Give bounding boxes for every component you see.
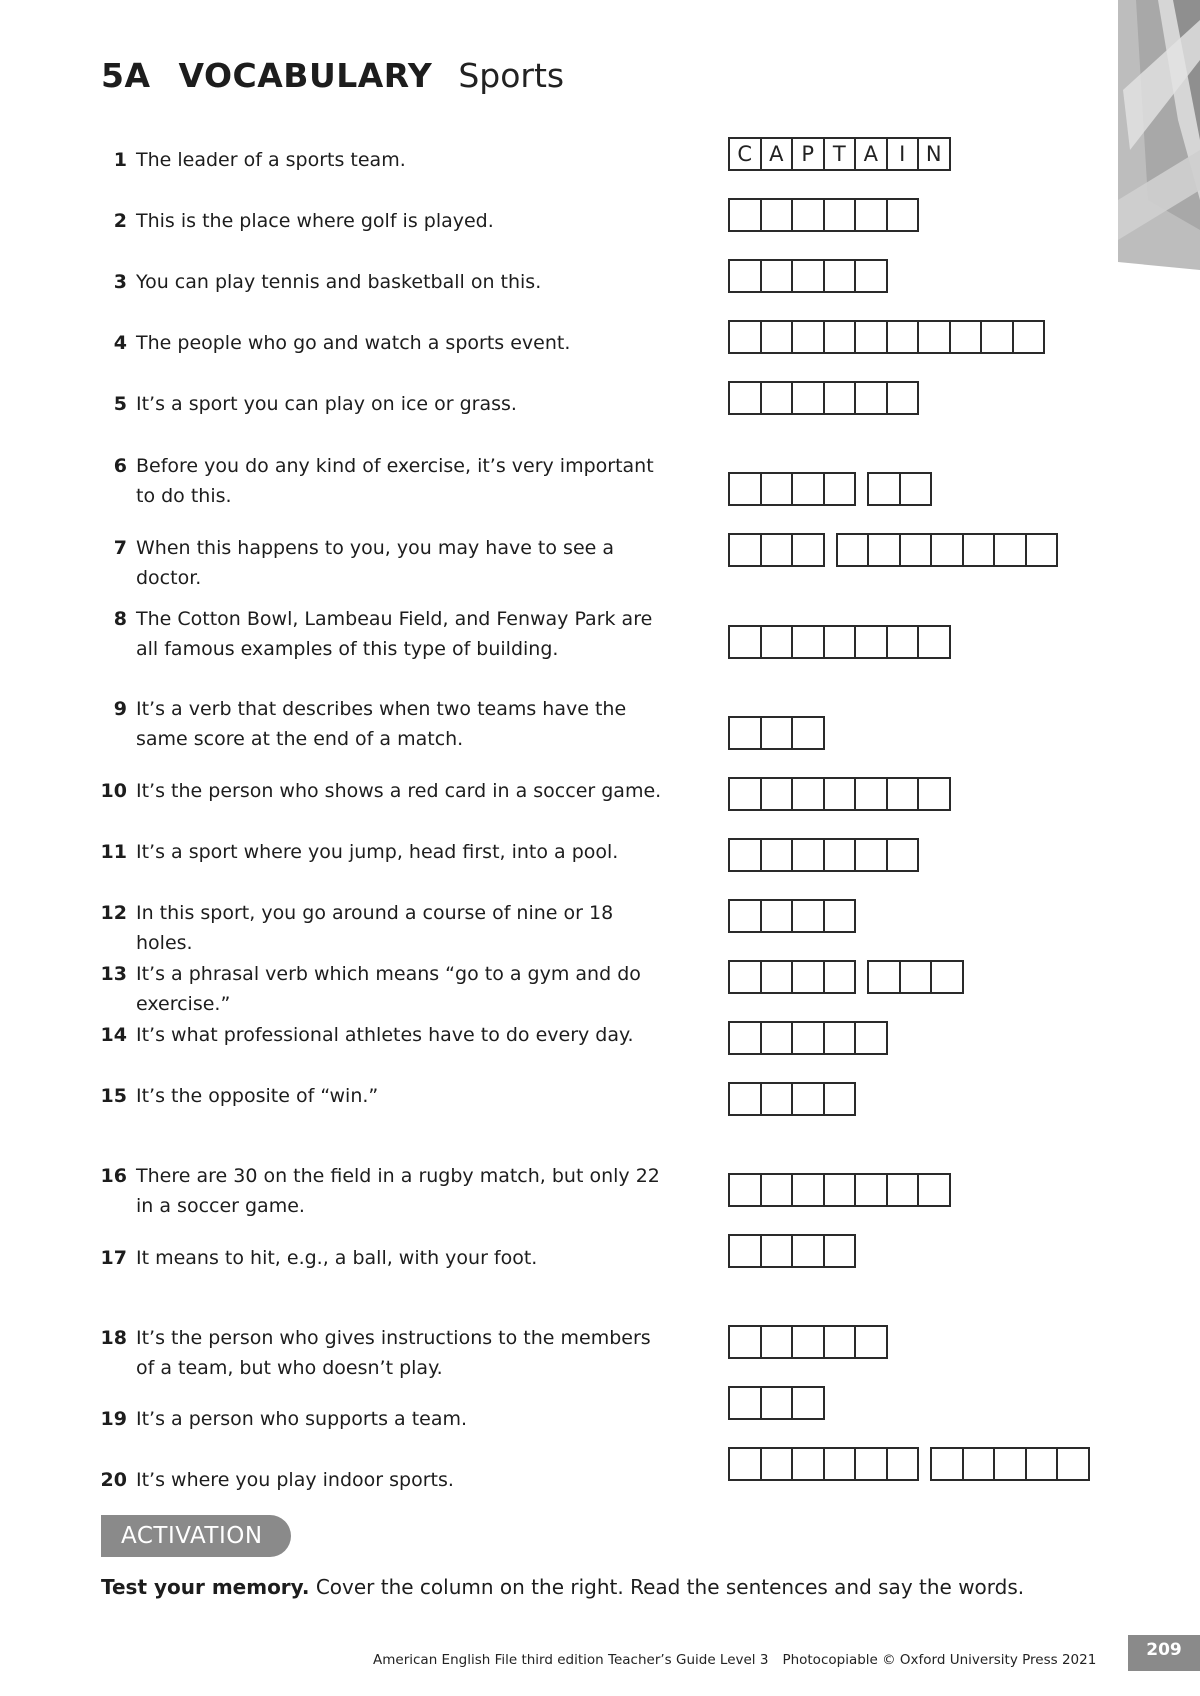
letter-box[interactable]: C (728, 137, 762, 171)
letter-box[interactable] (823, 960, 857, 994)
answer-boxes (728, 472, 932, 506)
question-item (95, 1081, 675, 1111)
letter-box[interactable] (728, 198, 762, 232)
letter-box[interactable] (1025, 533, 1059, 567)
answer-word (730, 899, 856, 933)
question-number: 10 (100, 780, 127, 802)
question-number: 15 (100, 1085, 127, 1107)
letter-box[interactable] (791, 625, 825, 659)
letter-box[interactable] (993, 1447, 1027, 1481)
answer-word (932, 1447, 1090, 1481)
letter-box[interactable] (760, 472, 794, 506)
letter-box[interactable] (823, 1447, 857, 1481)
question-text: It’s the opposite of “win.” (136, 1085, 379, 1107)
letter-box[interactable] (823, 320, 857, 354)
answer-word (730, 716, 825, 750)
letter-box[interactable] (728, 1386, 762, 1420)
letter-box[interactable] (728, 625, 762, 659)
letter-box[interactable] (823, 1082, 857, 1116)
answer-word (869, 472, 932, 506)
letter-box[interactable] (854, 838, 888, 872)
question-item (95, 604, 675, 664)
letter-box[interactable] (930, 960, 964, 994)
letter-box[interactable] (867, 472, 901, 506)
activation-badge: ACTIVATION (101, 1515, 291, 1557)
letter-box[interactable] (728, 838, 762, 872)
question-number: 3 (113, 271, 127, 293)
page-title (101, 56, 564, 95)
letter-box[interactable] (760, 259, 794, 293)
letter-box[interactable] (791, 899, 825, 933)
letter-box[interactable] (886, 381, 920, 415)
question-text: You can play tennis and basketball on this. (136, 271, 542, 293)
answer-boxes (728, 533, 1058, 567)
letter-box[interactable] (886, 625, 920, 659)
letter-box[interactable] (791, 259, 825, 293)
letter-box[interactable] (823, 777, 857, 811)
question-item (95, 1465, 675, 1495)
letter-box[interactable] (791, 960, 825, 994)
answer-word (730, 838, 919, 872)
letter-box[interactable] (728, 960, 762, 994)
letter-box[interactable] (791, 1386, 825, 1420)
letter-box[interactable] (962, 1447, 996, 1481)
question-text: It’s where you play indoor sports. (136, 1469, 454, 1491)
letter-box[interactable] (886, 320, 920, 354)
letter-box[interactable] (791, 198, 825, 232)
letter-box[interactable] (728, 1447, 762, 1481)
question-number: 8 (113, 608, 127, 630)
letter-box[interactable] (917, 320, 951, 354)
question-text: It’s what professional athletes have to do every day. (136, 1024, 634, 1046)
letter-box[interactable] (728, 899, 762, 933)
question-item (95, 694, 675, 754)
answer-word (730, 381, 919, 415)
letter-box[interactable] (854, 381, 888, 415)
letter-box[interactable] (886, 1173, 920, 1207)
letter-box[interactable] (823, 472, 857, 506)
letter-box[interactable]: I (886, 137, 920, 171)
question-number: 16 (100, 1165, 127, 1187)
letter-box[interactable] (728, 259, 762, 293)
letter-box[interactable] (791, 1325, 825, 1359)
answer-word (730, 533, 825, 567)
question-item (95, 533, 675, 593)
answer-word (730, 472, 856, 506)
letter-box[interactable] (1056, 1447, 1090, 1481)
footer-copyright: Photocopiable © Oxford University Press 2021 (782, 1652, 1097, 1668)
letter-box[interactable]: A (854, 137, 888, 171)
question-text: When this happens to you, you may have to see a doctor. (136, 537, 615, 589)
letter-box[interactable] (867, 960, 901, 994)
footer-book-title: American English File third edition Teacher’s Guide Level 3 (373, 1652, 769, 1668)
answer-word (730, 960, 856, 994)
letter-box[interactable] (917, 777, 951, 811)
question-text: It’s the person who shows a red card in a soccer game. (136, 780, 662, 802)
letter-box[interactable] (791, 1021, 825, 1055)
letter-box[interactable] (728, 533, 762, 567)
letter-box[interactable] (823, 838, 857, 872)
letter-box[interactable] (854, 259, 888, 293)
letter-box[interactable] (823, 381, 857, 415)
question-item (95, 145, 675, 175)
answer-boxes (728, 777, 951, 811)
question-item (95, 1404, 675, 1434)
letter-box[interactable] (1025, 1447, 1059, 1481)
letter-box[interactable] (791, 838, 825, 872)
letter-box[interactable] (728, 381, 762, 415)
letter-box[interactable] (962, 533, 996, 567)
letter-box[interactable] (728, 716, 762, 750)
letter-box[interactable] (760, 1234, 794, 1268)
letter-box[interactable] (791, 777, 825, 811)
letter-box[interactable] (930, 533, 964, 567)
letter-box[interactable] (760, 198, 794, 232)
letter-box[interactable] (760, 1325, 794, 1359)
answer-word (730, 1447, 919, 1481)
question-text: This is the place where golf is played. (136, 210, 494, 232)
letter-box[interactable]: T (823, 137, 857, 171)
letter-box[interactable] (886, 777, 920, 811)
answer-boxes (728, 259, 888, 293)
letter-box[interactable] (823, 625, 857, 659)
answer-boxes (728, 838, 919, 872)
answer-word (838, 533, 1059, 567)
footer (373, 1652, 1096, 1668)
letter-box[interactable] (760, 320, 794, 354)
letter-box[interactable] (899, 472, 933, 506)
letter-box[interactable] (760, 960, 794, 994)
answer-boxes (728, 1325, 888, 1359)
question-number: 6 (113, 455, 127, 477)
question-item (95, 776, 675, 806)
letter-box[interactable] (1012, 320, 1046, 354)
letter-box[interactable] (728, 777, 762, 811)
question-text: It’s the person who gives instructions to the members of a team, but who doesn’t play. (136, 1327, 651, 1379)
letter-box[interactable] (823, 1234, 857, 1268)
letter-box[interactable] (760, 777, 794, 811)
letter-box[interactable] (760, 1082, 794, 1116)
answer-word (730, 1082, 856, 1116)
activation-instruction (101, 1575, 1024, 1599)
answer-boxes (728, 1447, 1090, 1481)
letter-box[interactable] (854, 1325, 888, 1359)
question-item (95, 206, 675, 236)
section-name: VOCABULARY (178, 56, 433, 95)
letter-box[interactable] (760, 1386, 794, 1420)
letter-box[interactable] (760, 381, 794, 415)
question-text: There are 30 on the field in a rugby match, but only 22 in a soccer game. (136, 1165, 660, 1217)
question-item (95, 389, 675, 419)
letter-box[interactable] (823, 198, 857, 232)
topic-name: Sports (458, 56, 565, 95)
letter-box[interactable] (791, 1234, 825, 1268)
answer-boxes (728, 1021, 888, 1055)
letter-box[interactable] (886, 838, 920, 872)
letter-box[interactable] (854, 1447, 888, 1481)
letter-box[interactable] (791, 533, 825, 567)
letter-box[interactable] (993, 533, 1027, 567)
question-number: 13 (100, 963, 127, 985)
answer-word (730, 137, 951, 171)
answer-boxes (728, 137, 951, 171)
letter-box[interactable] (836, 533, 870, 567)
letter-box[interactable] (728, 1082, 762, 1116)
answer-word (730, 777, 951, 811)
question-text: It’s a verb that describes when two teams have the same score at the end of a match. (136, 698, 627, 750)
question-text: In this sport, you go around a course of nine or 18 holes. (136, 902, 614, 954)
letter-box[interactable] (728, 1325, 762, 1359)
letter-box[interactable] (854, 777, 888, 811)
letter-box[interactable] (791, 1082, 825, 1116)
letter-box[interactable] (917, 1173, 951, 1207)
letter-box[interactable] (823, 1325, 857, 1359)
answer-word (730, 1325, 888, 1359)
letter-box[interactable] (899, 960, 933, 994)
question-text: Before you do any kind of exercise, it’s very important to do this. (136, 455, 654, 507)
instruction-lead: Test your memory. (101, 1575, 310, 1599)
question-item (95, 837, 675, 867)
question-item (95, 1243, 675, 1273)
letter-box[interactable] (760, 838, 794, 872)
letter-box[interactable]: A (760, 137, 794, 171)
letter-box[interactable] (760, 1447, 794, 1481)
corner-decoration (1118, 0, 1200, 270)
letter-box[interactable]: N (917, 137, 951, 171)
question-number: 1 (113, 149, 127, 171)
answer-boxes (728, 1386, 825, 1420)
letter-box[interactable] (823, 899, 857, 933)
answer-word (730, 198, 919, 232)
answer-boxes (728, 899, 856, 933)
question-item (95, 1323, 675, 1383)
answer-boxes (728, 320, 1045, 354)
question-item (95, 451, 675, 511)
question-text: The Cotton Bowl, Lambeau Field, and Fenway Park are all famous examples of this type of building. (136, 608, 653, 660)
answer-boxes (728, 1082, 856, 1116)
instruction-text: Cover the column on the right. Read the sentences and say the words. (309, 1575, 1025, 1599)
answer-boxes (728, 1173, 951, 1207)
page-number: 209 (1128, 1635, 1200, 1671)
letter-box[interactable] (886, 198, 920, 232)
letter-box[interactable] (899, 533, 933, 567)
question-text: It’s a person who supports a team. (136, 1408, 468, 1430)
question-text: It’s a phrasal verb which means “go to a gym and do exercise.” (136, 963, 641, 1015)
question-text: It’s a sport you can play on ice or grass. (136, 393, 517, 415)
answer-boxes (728, 381, 919, 415)
letter-box[interactable] (917, 625, 951, 659)
letter-box[interactable] (791, 320, 825, 354)
question-number: 7 (113, 537, 127, 559)
letter-box[interactable] (930, 1447, 964, 1481)
letter-box[interactable] (760, 716, 794, 750)
question-text: It means to hit, e.g., a ball, with your foot. (136, 1247, 538, 1269)
letter-box[interactable] (886, 1447, 920, 1481)
question-item (95, 267, 675, 297)
question-number: 12 (100, 902, 127, 924)
question-number: 14 (100, 1024, 127, 1046)
letter-box[interactable] (791, 381, 825, 415)
question-number: 4 (113, 332, 127, 354)
question-item (95, 328, 675, 358)
letter-box[interactable] (823, 259, 857, 293)
letter-box[interactable] (791, 1173, 825, 1207)
letter-box[interactable] (791, 1447, 825, 1481)
unit-code: 5A (101, 56, 151, 95)
answer-boxes (728, 198, 919, 232)
letter-box[interactable] (823, 1173, 857, 1207)
answer-word (730, 1234, 856, 1268)
letter-box[interactable] (760, 1173, 794, 1207)
letter-box[interactable]: P (791, 137, 825, 171)
letter-box[interactable] (728, 1234, 762, 1268)
letter-box[interactable] (867, 533, 901, 567)
letter-box[interactable] (791, 472, 825, 506)
question-item (95, 898, 675, 958)
question-text: The people who go and watch a sports event. (136, 332, 571, 354)
answer-word (730, 1021, 888, 1055)
question-number: 9 (113, 698, 127, 720)
letter-box[interactable] (980, 320, 1014, 354)
letter-box[interactable] (760, 533, 794, 567)
question-item (95, 1161, 675, 1221)
answer-word (730, 320, 1045, 354)
question-number: 2 (113, 210, 127, 232)
question-number: 20 (100, 1469, 127, 1491)
question-number: 17 (100, 1247, 127, 1269)
answer-boxes (728, 1234, 856, 1268)
letter-box[interactable] (854, 1173, 888, 1207)
question-number: 19 (100, 1408, 127, 1430)
answer-word (730, 1386, 825, 1420)
letter-box[interactable] (728, 1021, 762, 1055)
answer-word (730, 625, 951, 659)
letter-box[interactable] (854, 198, 888, 232)
question-number: 11 (100, 841, 127, 863)
question-item (95, 1020, 675, 1050)
letter-box[interactable] (728, 320, 762, 354)
question-text: It’s a sport where you jump, head first, into a pool. (136, 841, 619, 863)
letter-box[interactable] (728, 1173, 762, 1207)
letter-box[interactable] (791, 716, 825, 750)
letter-box[interactable] (760, 1021, 794, 1055)
letter-box[interactable] (854, 320, 888, 354)
question-number: 5 (113, 393, 127, 415)
letter-box[interactable] (949, 320, 983, 354)
letter-box[interactable] (760, 899, 794, 933)
letter-box[interactable] (823, 1021, 857, 1055)
question-number: 18 (100, 1327, 127, 1349)
letter-box[interactable] (854, 625, 888, 659)
question-item (95, 959, 675, 1019)
answer-word (869, 960, 964, 994)
letter-box[interactable] (760, 625, 794, 659)
letter-box[interactable] (854, 1021, 888, 1055)
answer-boxes (728, 960, 964, 994)
answer-boxes (728, 625, 951, 659)
answer-word (730, 1173, 951, 1207)
letter-box[interactable] (728, 472, 762, 506)
answer-word (730, 259, 888, 293)
question-text: The leader of a sports team. (136, 149, 406, 171)
answer-boxes (728, 716, 825, 750)
